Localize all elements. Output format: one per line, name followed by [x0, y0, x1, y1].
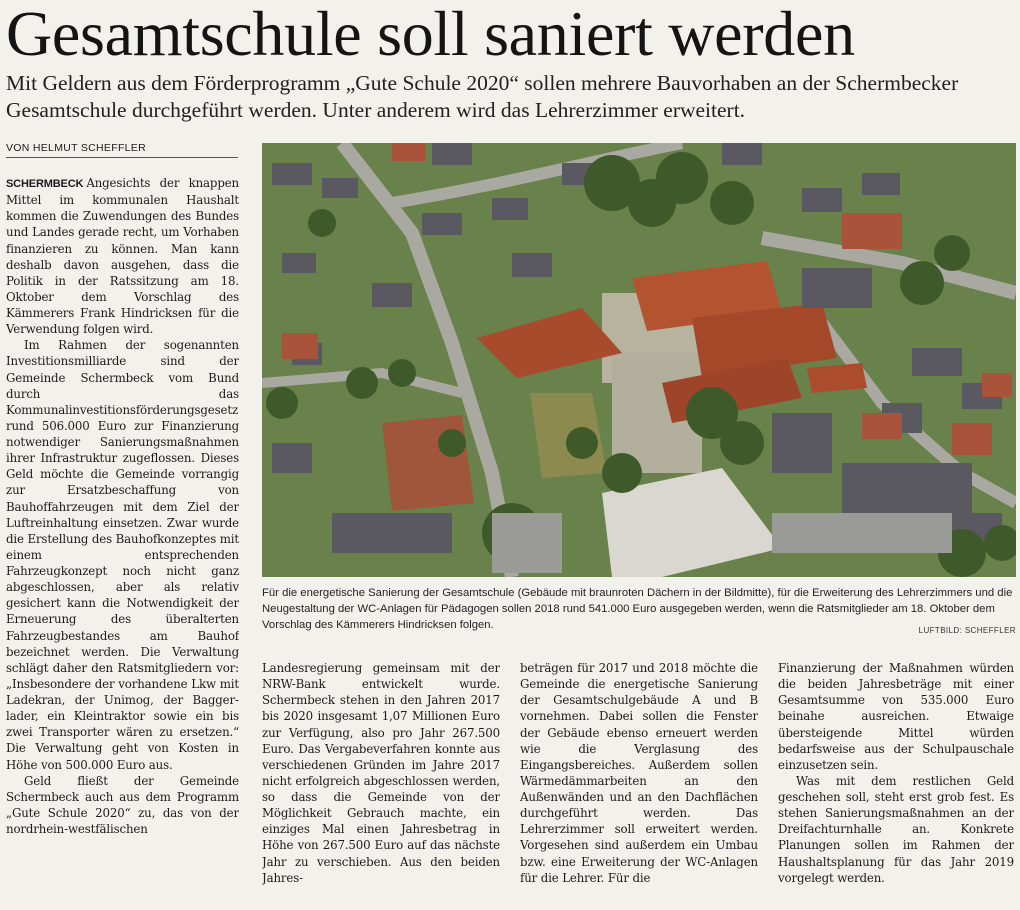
text-column-4 [778, 660, 1014, 910]
article-headline: Gesamtschule soll saniert werden [6, 0, 855, 69]
paragraph-3: Geld fließt der Gemeinde Schermbeck auch aus dem Programm „Gute Schule 2020“ zu, das von der nordrhein-westfälischen [6, 773, 239, 836]
paragraph-1-text: Angesichts der knappen Mittel im kommunalen Haushalt kommen die Zuwendungen des Bundes und Landes gerade recht, um Vorhaben finanzieren zu können. Man kann deshalb davon ausgehen, dass die Politik in der Ratssitzung am 18. Oktober dem Vorschlag des Kämmerers Frank Hindricksen für die Verwendung folgen wird. [6, 176, 239, 337]
article-byline: VON HELMUT SCHEFFLER [6, 140, 238, 158]
dateline: SCHERMBECK [6, 178, 84, 190]
photo-caption: Für die energetische Sanierung der Gesamtschule (Gebäude mit braunroten Dächern in der Bildmitte), für die Erweiterung des Lehrerzimmers und die Neugestaltung der WC-Anlagen für Pädagogen sollen 2018 rund 541.000 Euro ausgegeben werden, wenn die Ratsmitglieder am 18. Oktober dem Vorschlag des Kämmerers Hindricksen folgen. [262, 587, 1013, 632]
paragraph-1 [6, 175, 239, 337]
text-column-1 [6, 175, 239, 910]
text-column-3 [520, 660, 758, 910]
paragraph-7: Was mit dem restlichen Geld geschehen soll, steht erst grob fest. Es stehen Sanierungsmaßnahmen an der Dreifachturnhalle an. Konkrete Planungen sollen im Rahmen der Haushaltsplanung für das Jahr 2019 vorgelegt werden. [778, 773, 1014, 885]
paragraph-4: Landesregierung gemeinsam mit der NRW-Bank entwickelt wurde. Schermbeck stehen in den Jahren 2017 bis 2020 insgesamt 1,07 Millionen Euro zur Verfügung, also pro Jahr 267.500 Euro. Das Vergabeverfahren konnte aus verschiedenen Gründen im Jahre 2017 nicht erfolgreich abgeschlossen werden, so dass die Gemeinde von der Möglichkeit Gebrauch machte, ein einziges Mal einen Jahresbetrag in Höhe von 267.500 Euro auf das nächste Jahr zu verschieben. Aus den beiden Jahres- [262, 661, 500, 885]
paragraph-6: Finanzierung der Maßnahmen würden die beiden Jahresbeträge mit einer Gesamtsumme von 535.000 Euro beinahe ausreichen. Etwaige übersteigende Mittel würden bedarfsweise aus der Schulpauschale einzusetzen sein. [778, 661, 1014, 772]
photo-credit: LUFTBILD: SCHEFFLER [918, 626, 1016, 635]
text-column-2 [262, 660, 500, 910]
aerial-photo [262, 143, 1016, 577]
paragraph-2: Im Rahmen der sogenannten Investitionsmilliarde sind der Gemeinde Schermbeck vom Bund durch das Kommunalinvestitionsförderungsgesetz rund 506.000 Euro zur Finanzierung notwendiger Sanierungsmaßnahmen ihrer Infrastruktur zugeflossen. Dieses Geld möchte die Gemeinde vorrangig zur Ersatzbeschaffung von Bauhoffahrzeugen mit dem Ziel der Luftreinhaltung einsetzen. Zwar wurde die Erstellung des Bauhofkonzeptes mit einem entsprechenden Fahrzeugkonzept noch nicht ganz abgeschlossen, aber als relativ gesichert kann die Notwendigkeit der Erneuerung des überalterten Fahrzeugbestandes am Bauhof bezeichnet werden. Die Verwaltung schlägt daher den Ratsmitgliedern vor: „Insbesondere der vorhandene Lkw mit Ladekran, der Unimog, der Baggerlader, ein Kleintraktor sowie ein bis zwei Transporter wären zu ersetzen.“ Die Verwaltung geht von Kosten in Höhe von 500.000 Euro aus. [6, 338, 239, 772]
article-subheadline: Mit Geldern aus dem Förderprogramm „Gute Schule 2020“ sollen mehrere Bauvorhaben an der Schermbecker Gesamtschule durchgeführt werden. Unter anderem wird das Lehrerzimmer erweitert. [6, 71, 959, 122]
paragraph-5: beträgen für 2017 und 2018 möchte die Gemeinde die energetische Sanierung der Gesamtschulgebäude A und B vornehmen. Dabei sollen die Fenster der Gebäude ebenso erneuert werden wie die Verglasung des Eingangsbereiches. Außerdem sollen Wärmedämmarbeiten an den Außenwänden und an den Dachflächen durchgeführt werden. Das Lehrerzimmer soll erweitert werden. Vorgesehen sind außerdem ein Umbau bzw. eine Erweiterung der WC-Anlagen für die Lehrer. Für die [520, 661, 758, 885]
aerial-photo-illustration [262, 143, 1016, 577]
